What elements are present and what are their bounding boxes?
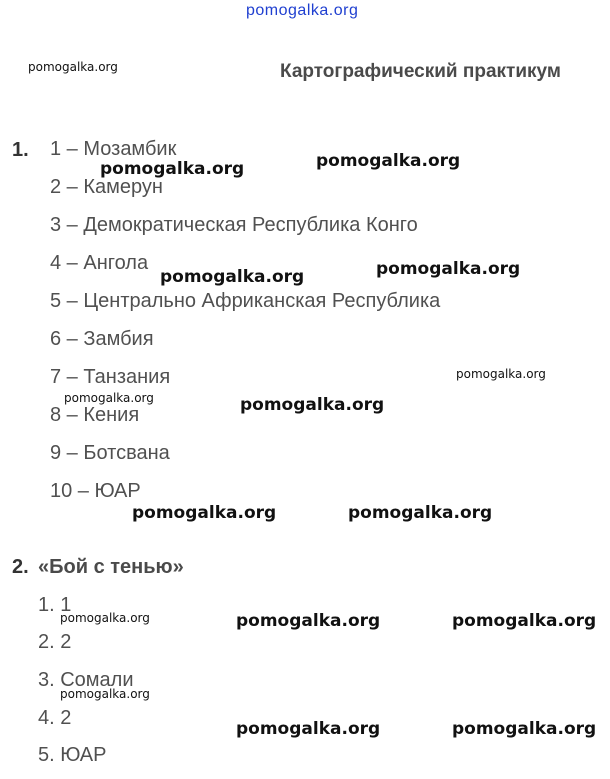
watermark: pomogalka.org [316, 151, 461, 171]
list-item: 2. 2 [38, 631, 72, 653]
list-item: 4. 2 [38, 707, 72, 729]
list-item: 1. 1 [38, 594, 72, 616]
page-title: Картографический практикум [280, 61, 561, 82]
watermark: pomogalka.org [236, 719, 381, 739]
section-1-number: 1. [12, 139, 29, 161]
watermark-top: pomogalka.org [246, 2, 359, 19]
list-item: 4 – Ангола [50, 252, 149, 274]
watermark: pomogalka.org [236, 611, 381, 631]
watermark: pomogalka.org [240, 395, 385, 415]
watermark: pomogalka.org [28, 60, 118, 74]
watermark: pomogalka.org [64, 391, 154, 405]
watermark: pomogalka.org [60, 687, 150, 701]
list-item: 3 – Демократическая Республика Конго [50, 214, 418, 236]
watermark: pomogalka.org [452, 611, 597, 631]
watermark: pomogalka.org [348, 503, 493, 523]
list-item: 3. Сомали [38, 669, 134, 691]
watermark: pomogalka.org [376, 259, 521, 279]
list-item: 5 – Центрально Африканская Республика [50, 290, 441, 312]
watermark: pomogalka.org [452, 719, 597, 739]
list-item: 7 – Танзания [50, 366, 171, 388]
list-item: 10 – ЮАР [50, 480, 141, 502]
watermark: pomogalka.org [160, 267, 305, 287]
list-item: 1 – Мозамбик [50, 138, 177, 160]
list-item: 2 – Камерун [50, 176, 163, 198]
list-item: 6 – Замбия [50, 328, 154, 350]
section-2-number: 2. [12, 556, 29, 578]
section-2-title: «Бой с тенью» [38, 556, 184, 578]
watermark: pomogalka.org [456, 367, 546, 381]
list-item: 9 – Ботсвана [50, 442, 170, 464]
watermark: pomogalka.org [132, 503, 277, 523]
list-item: 5. ЮАР [38, 744, 107, 766]
watermark: pomogalka.org [60, 611, 150, 625]
list-item: 8 – Кения [50, 404, 140, 426]
watermark: pomogalka.org [100, 159, 245, 179]
